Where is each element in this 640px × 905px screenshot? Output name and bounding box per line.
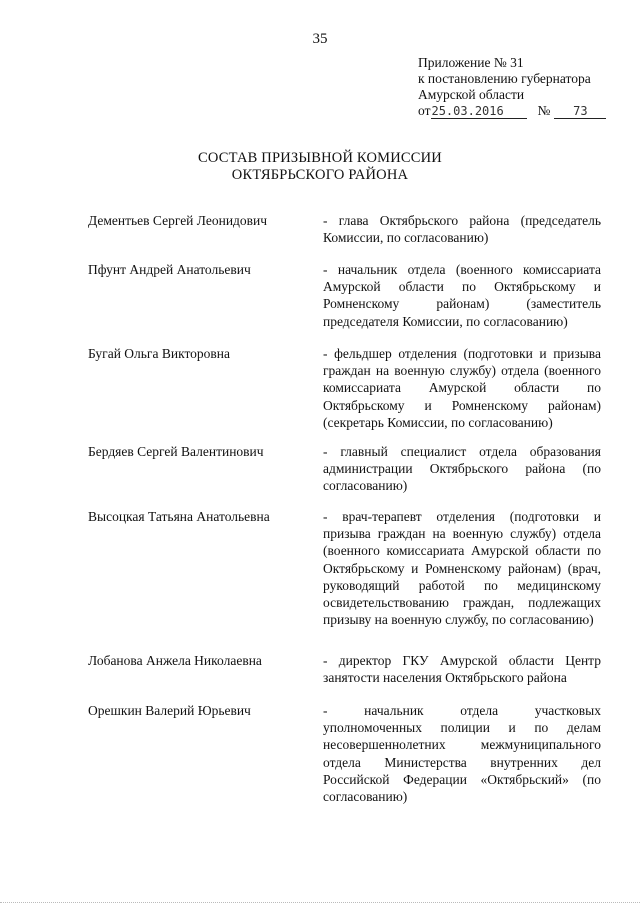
appendix-region: Амурской области <box>418 87 525 102</box>
decree-date: 25.03.2016 <box>431 104 527 119</box>
member-row <box>88 261 604 345</box>
member-role: - главный специалист отдела образования администрации Октябрьского района (по согласованию) <box>323 443 601 495</box>
appendix-block <box>418 55 618 119</box>
member-name: Дементьев Сергей Леонидович <box>88 213 268 228</box>
appendix-date-number-line <box>418 103 618 119</box>
member-row <box>88 508 604 652</box>
member-role: - врач-терапевт отделения (подготовки и призыва граждан на военную службу) отдела (военного комиссариата Амурской области по Октябрьскому и Ромненскому районам) (врач, руководящий работой по медицинскому освидетельствованию граждан, подлежащих призыву на военную службу, по согласованию) <box>323 508 601 628</box>
member-role: - начальник отдела участковых уполномоченных полиции и по делам несовершеннолетних межмуниципального отдела Министерства внутренних дел Российской Федерации «Октябрьский» (по согласованию) <box>323 702 601 805</box>
member-name: Пфунт Андрей Анатольевич <box>88 262 251 277</box>
title-line-1: СОСТАВ ПРИЗЫВНОЙ КОМИССИИ <box>198 150 442 166</box>
number-prefix: № <box>537 103 551 118</box>
member-role: - начальник отдела (военного комиссариата Амурской области по Октябрьскому и Ромненскому районам) (заместитель председателя Комиссии, по согласованию) <box>323 261 601 330</box>
appendix-decree-ref: к постановлению губернатора <box>418 71 591 86</box>
document-title <box>0 150 640 184</box>
page-number: 35 <box>312 31 328 47</box>
member-row <box>88 702 604 805</box>
member-name: Лобанова Анжела Николаевна <box>88 653 262 668</box>
decree-number: 73 <box>554 104 606 119</box>
member-row <box>88 345 604 443</box>
appendix-title: Приложение № 31 <box>418 55 524 70</box>
member-role: - директор ГКУ Амурской области Центр занятости населения Октябрьского района <box>323 652 601 686</box>
member-role: - фельдшер отделения (подготовки и призыва граждан на военную службу) отдела (военного комиссариата Амурской области по Октябрьскому и Ромненскому районам) (секретарь Комиссии, по согласованию) <box>323 345 601 431</box>
scan-edge-dots <box>0 900 640 903</box>
member-row <box>88 212 604 261</box>
title-line-2: ОКТЯБРЬСКОГО РАЙОНА <box>231 167 409 183</box>
member-row <box>88 652 604 702</box>
member-name: Бердяев Сергей Валентинович <box>88 444 264 459</box>
member-name: Высоцкая Татьяна Анатольевна <box>88 509 270 524</box>
member-name: Бугай Ольга Викторовна <box>88 346 231 361</box>
commission-members-list <box>88 212 604 805</box>
date-prefix: от <box>418 103 431 118</box>
member-role: - глава Октябрьского района (председатель Комиссии, по согласованию) <box>323 212 601 246</box>
member-name: Орешкин Валерий Юрьевич <box>88 703 251 718</box>
member-row <box>88 443 604 508</box>
